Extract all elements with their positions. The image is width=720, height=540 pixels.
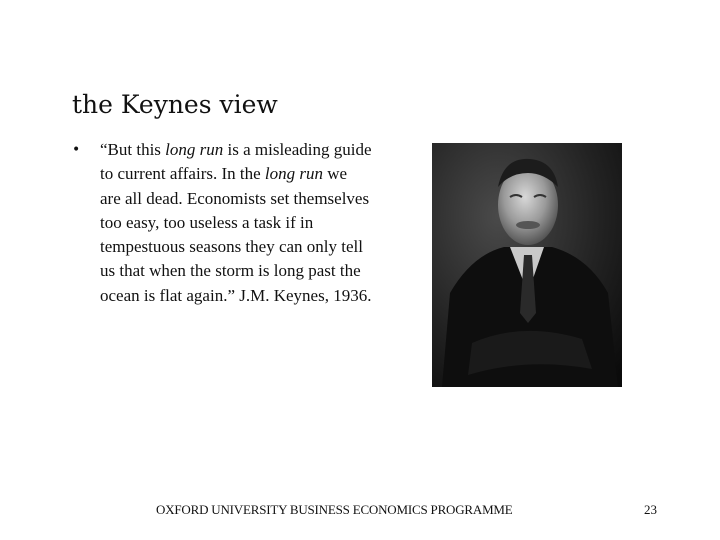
bullet-marker: • (72, 142, 81, 158)
portrait-photo (432, 143, 622, 387)
footer-programme: OXFORD UNIVERSITY BUSINESS ECONOMICS PROGRAMME (156, 502, 513, 517)
quote-emphasis-2: long run (264, 164, 323, 184)
quote-part-3: we are all dead. Economists set themselves too easy, too useless a task if in tempestuous seasons they can only tell us that when the storm is long past the ocean is flat again.” J.M. Keynes, 1936. (100, 164, 372, 305)
slide-title: the Keynes view (72, 90, 278, 119)
quote-emphasis-1: long run (165, 140, 224, 159)
portrait-illustration (432, 143, 622, 387)
page-number: 23 (644, 502, 657, 517)
quote-part-2: is a misleading guide to current affairs. In the (100, 140, 372, 184)
keynes-quote (100, 138, 372, 308)
quote-part-1: “But this (100, 140, 166, 159)
